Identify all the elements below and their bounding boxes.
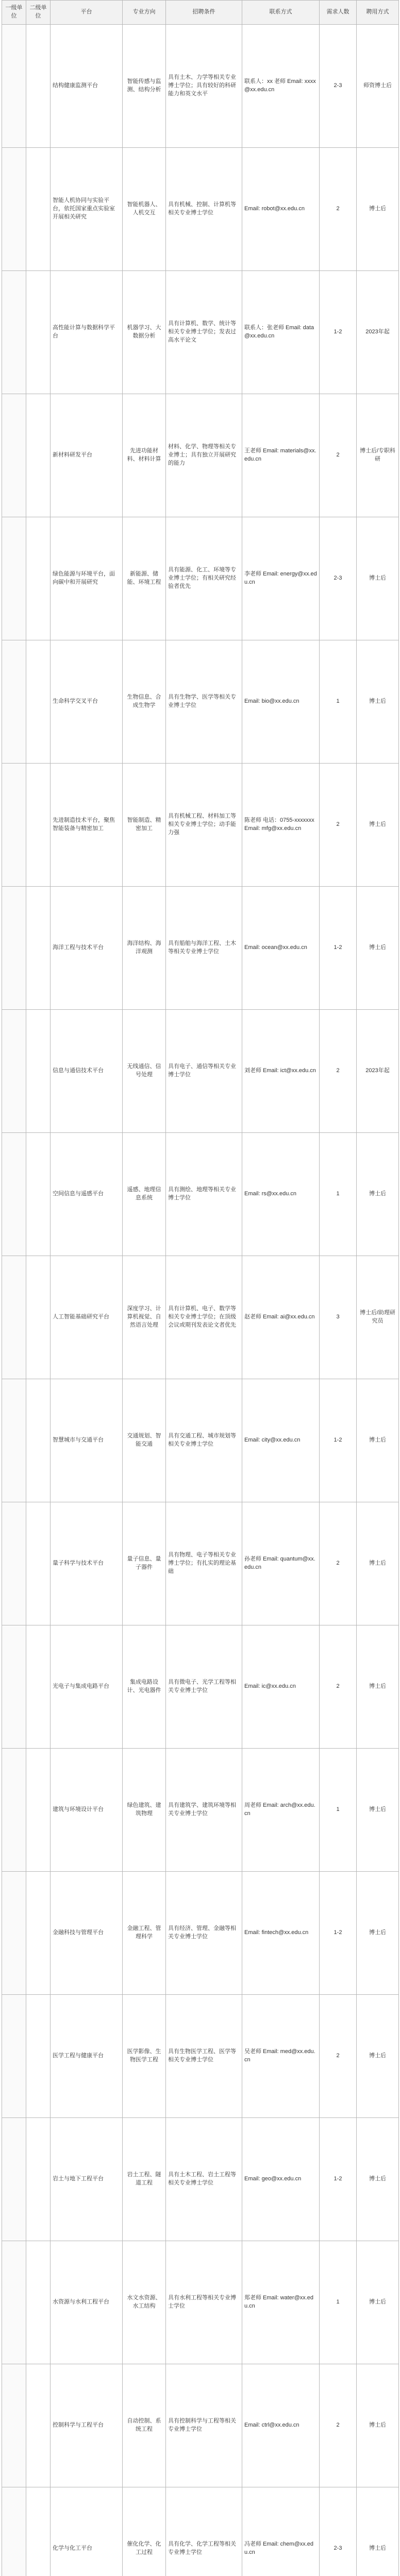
table-cell: 2023年起 bbox=[357, 1010, 399, 1133]
table-cell bbox=[26, 271, 51, 394]
table-cell bbox=[2, 1256, 26, 1379]
header-cell: 聘用方式 bbox=[357, 1, 399, 25]
table-cell: 具有化学、化学工程等相关专业博士学位 bbox=[166, 2487, 242, 2576]
table-cell: 海洋工程与技术平台 bbox=[51, 887, 123, 1010]
table-cell: 具有生物医学工程、医学等相关专业博士学位 bbox=[166, 1995, 242, 2118]
table-cell: 具有机械工程、材料加工等相关专业博士学位；动手能力强 bbox=[166, 764, 242, 887]
table-cell bbox=[26, 1256, 51, 1379]
table-cell: 先进功能材料、材料计算 bbox=[123, 394, 166, 517]
table-cell: Email: robot@xx.edu.cn bbox=[242, 148, 320, 271]
table-cell: 生命科学交叉平台 bbox=[51, 640, 123, 764]
table-cell: 遥感、地理信息系统 bbox=[123, 1133, 166, 1256]
table-cell bbox=[2, 271, 26, 394]
table-cell: 深度学习、计算机视觉、自然语言处理 bbox=[123, 1256, 166, 1379]
table-cell: 岩土工程、隧道工程 bbox=[123, 2118, 166, 2241]
table-cell: 催化化学、化工过程 bbox=[123, 2487, 166, 2576]
table-cell bbox=[26, 2118, 51, 2241]
table-cell: 博士后 bbox=[357, 1625, 399, 1749]
table-cell: 具有生物学、医学等相关专业博士学位 bbox=[166, 640, 242, 764]
table-row bbox=[2, 764, 399, 887]
table-cell bbox=[2, 1133, 26, 1256]
table-cell: 1-2 bbox=[320, 2118, 357, 2241]
table-cell: 交通规划、智能交通 bbox=[123, 1379, 166, 1502]
table-cell: 2 bbox=[320, 148, 357, 271]
table-cell: 量子信息、量子器件 bbox=[123, 1502, 166, 1625]
header-cell: 需求人数 bbox=[320, 1, 357, 25]
table-row bbox=[2, 1502, 399, 1625]
table-cell bbox=[26, 2241, 51, 2364]
table-cell: 陈老师 电话：0755-xxxxxxx Email: mfg@xx.edu.cn bbox=[242, 764, 320, 887]
table-cell bbox=[2, 2487, 26, 2576]
table-cell: Email: rs@xx.edu.cn bbox=[242, 1133, 320, 1256]
table-cell bbox=[2, 887, 26, 1010]
table-cell: 控制科学与工程平台 bbox=[51, 2364, 123, 2487]
table-cell: 具有土木、力学等相关专业博士学位；具有较好的科研能力和英文水平 bbox=[166, 25, 242, 148]
table-cell bbox=[2, 2118, 26, 2241]
table-cell bbox=[2, 1010, 26, 1133]
table-cell bbox=[26, 1625, 51, 1749]
table-cell: 高性能计算与数据科学平台 bbox=[51, 271, 123, 394]
table-cell: 博士后 bbox=[357, 2364, 399, 2487]
table-cell: 1-2 bbox=[320, 271, 357, 394]
table-cell bbox=[26, 2364, 51, 2487]
table-cell: 具有建筑学、建筑环境等相关专业博士学位 bbox=[166, 1749, 242, 1872]
table-cell: 具有能源、化工、环境等专业博士学位；有相关研究经验者优先 bbox=[166, 517, 242, 640]
table-cell: 具有微电子、光学工程等相关专业博士学位 bbox=[166, 1625, 242, 1749]
table-cell: 具有土木工程、岩土工程等相关专业博士学位 bbox=[166, 2118, 242, 2241]
table-cell: 博士后 bbox=[357, 887, 399, 1010]
table-cell: 博士后 bbox=[357, 1502, 399, 1625]
table-cell: 智能机器人、人机交互 bbox=[123, 148, 166, 271]
table-row bbox=[2, 25, 399, 148]
table-cell: 博士后 bbox=[357, 517, 399, 640]
table-cell: 2023年起 bbox=[357, 271, 399, 394]
table-cell: 2 bbox=[320, 2364, 357, 2487]
table-cell: 李老师 Email: energy@xx.edu.cn bbox=[242, 517, 320, 640]
table-row bbox=[2, 1625, 399, 1749]
table-cell: 博士后 bbox=[357, 1133, 399, 1256]
table-cell: 2 bbox=[320, 1995, 357, 2118]
table-cell: 1-2 bbox=[320, 1872, 357, 1995]
table-cell: 冯老师 Email: chem@xx.edu.cn bbox=[242, 2487, 320, 2576]
table-row bbox=[2, 1749, 399, 1872]
table-cell: 化学与化工平台 bbox=[51, 2487, 123, 2576]
table-row bbox=[2, 1256, 399, 1379]
table-cell: 具有测绘、地理等相关专业博士学位 bbox=[166, 1133, 242, 1256]
table-cell: 博士后 bbox=[357, 148, 399, 271]
table-cell bbox=[26, 1010, 51, 1133]
table-cell: 信息与通信技术平台 bbox=[51, 1010, 123, 1133]
table-cell bbox=[2, 148, 26, 271]
recruitment-table bbox=[2, 0, 399, 2576]
table-cell: 吴老师 Email: med@xx.edu.cn bbox=[242, 1995, 320, 2118]
table-cell: 量子科学与技术平台 bbox=[51, 1502, 123, 1625]
table-cell bbox=[26, 764, 51, 887]
table-cell: Email: bio@xx.edu.cn bbox=[242, 640, 320, 764]
table-cell: 1 bbox=[320, 2241, 357, 2364]
table-cell bbox=[26, 1133, 51, 1256]
header-cell: 平台 bbox=[51, 1, 123, 25]
table-row bbox=[2, 271, 399, 394]
table-cell: 博士后 bbox=[357, 764, 399, 887]
table-cell: 联系人：张老师 Email: data@xx.edu.cn bbox=[242, 271, 320, 394]
table-cell: 无线通信、信号处理 bbox=[123, 1010, 166, 1133]
table-row bbox=[2, 1379, 399, 1502]
table-cell bbox=[26, 1995, 51, 2118]
table-cell: 孙老师 Email: quantum@xx.edu.cn bbox=[242, 1502, 320, 1625]
table-cell: 博士后 bbox=[357, 2487, 399, 2576]
table-cell: 智能传感与监测、结构分析 bbox=[123, 25, 166, 148]
table-cell: 博士后 bbox=[357, 2118, 399, 2241]
table-row bbox=[2, 2118, 399, 2241]
table-cell: 绿色建筑、建筑物理 bbox=[123, 1749, 166, 1872]
table-row bbox=[2, 394, 399, 517]
table-cell bbox=[2, 25, 26, 148]
table-cell: 博士后 bbox=[357, 2241, 399, 2364]
table-cell: 岩土与地下工程平台 bbox=[51, 2118, 123, 2241]
table-cell bbox=[26, 148, 51, 271]
table-cell bbox=[26, 887, 51, 1010]
table-cell bbox=[2, 2364, 26, 2487]
table-cell: 2-3 bbox=[320, 517, 357, 640]
table-cell: 建筑与环境设计平台 bbox=[51, 1749, 123, 1872]
table-cell: 赵老师 Email: ai@xx.edu.cn bbox=[242, 1256, 320, 1379]
table-cell bbox=[2, 640, 26, 764]
table-cell bbox=[2, 517, 26, 640]
table-cell: 光电子与集成电路平台 bbox=[51, 1625, 123, 1749]
table-cell: 2 bbox=[320, 1010, 357, 1133]
table-cell: Email: fintech@xx.edu.cn bbox=[242, 1872, 320, 1995]
table-cell: 博士后 bbox=[357, 1995, 399, 2118]
table-cell bbox=[2, 1995, 26, 2118]
table-cell bbox=[2, 1749, 26, 1872]
table-cell bbox=[26, 1502, 51, 1625]
table-cell: 博士后 bbox=[357, 1749, 399, 1872]
table-cell: 2-3 bbox=[320, 2487, 357, 2576]
table-cell: 2-3 bbox=[320, 25, 357, 148]
header-cell: 二级单位 bbox=[26, 1, 51, 25]
table-cell: 材料、化学、物理等相关专业博士；具有独立开展研究的能力 bbox=[166, 394, 242, 517]
table-row bbox=[2, 2487, 399, 2576]
table-cell: 水文水资源、水工结构 bbox=[123, 2241, 166, 2364]
table-body bbox=[2, 25, 399, 2576]
table-row bbox=[2, 1010, 399, 1133]
table-cell: 1-2 bbox=[320, 887, 357, 1010]
table-cell bbox=[2, 1625, 26, 1749]
table-cell: 王老师 Email: materials@xx.edu.cn bbox=[242, 394, 320, 517]
table-cell bbox=[2, 764, 26, 887]
table-cell bbox=[26, 394, 51, 517]
table-cell: Email: geo@xx.edu.cn bbox=[242, 2118, 320, 2241]
table-row bbox=[2, 2241, 399, 2364]
table-cell: 海洋结构、海洋观测 bbox=[123, 887, 166, 1010]
table-cell: 博士后 bbox=[357, 640, 399, 764]
table-cell: 具有交通工程、城市规划等相关专业博士学位 bbox=[166, 1379, 242, 1502]
table-cell: 水资源与水利工程平台 bbox=[51, 2241, 123, 2364]
table-cell: 结构健康监测平台 bbox=[51, 25, 123, 148]
table-cell: 刘老师 Email: ict@xx.edu.cn bbox=[242, 1010, 320, 1133]
table-cell: 先进制造技术平台，聚焦智能装备与精密加工 bbox=[51, 764, 123, 887]
table-cell: 2 bbox=[320, 394, 357, 517]
table-cell: 智慧城市与交通平台 bbox=[51, 1379, 123, 1502]
table-cell: 智能制造、精密加工 bbox=[123, 764, 166, 887]
table-cell: Email: city@xx.edu.cn bbox=[242, 1379, 320, 1502]
table-cell: Email: ic@xx.edu.cn bbox=[242, 1625, 320, 1749]
table-cell: 具有电子、通信等相关专业博士学位 bbox=[166, 1010, 242, 1133]
table-cell: 新能源、储能、环境工程 bbox=[123, 517, 166, 640]
table-cell: 联系人：xx 老师 Email: xxxx@xx.edu.cn bbox=[242, 25, 320, 148]
table-row bbox=[2, 887, 399, 1010]
table-cell bbox=[26, 517, 51, 640]
table-cell: 金融工程、管理科学 bbox=[123, 1872, 166, 1995]
table-row bbox=[2, 148, 399, 271]
table-cell: 博士后/专职科研 bbox=[357, 394, 399, 517]
header-cell: 联系方式 bbox=[242, 1, 320, 25]
table-cell: 集成电路设计、光电器件 bbox=[123, 1625, 166, 1749]
table-cell: 博士后/助理研究员 bbox=[357, 1256, 399, 1379]
table-cell: 师资博士后 bbox=[357, 25, 399, 148]
table-cell bbox=[2, 2241, 26, 2364]
table-cell: Email: ocean@xx.edu.cn bbox=[242, 887, 320, 1010]
table-cell: 人工智能基础研究平台 bbox=[51, 1256, 123, 1379]
table-row bbox=[2, 2364, 399, 2487]
table-header-row bbox=[2, 1, 399, 25]
table-row bbox=[2, 640, 399, 764]
table-cell: 具有经济、管理、金融等相关专业博士学位 bbox=[166, 1872, 242, 1995]
header-cell: 一级单位 bbox=[2, 1, 26, 25]
table-cell: 具有物理、电子等相关专业博士学位；有扎实的理论基础 bbox=[166, 1502, 242, 1625]
table-cell: 新材料研发平台 bbox=[51, 394, 123, 517]
table-cell: 2 bbox=[320, 1502, 357, 1625]
table-cell: 绿色能源与环境平台，面向碳中和开展研究 bbox=[51, 517, 123, 640]
table-cell: 医学影像、生物医学工程 bbox=[123, 1995, 166, 2118]
table-cell: 空间信息与遥感平台 bbox=[51, 1133, 123, 1256]
table-cell bbox=[26, 1379, 51, 1502]
table-cell: 智能人机协同与实验平台，依托国家重点实验室开展相关研究 bbox=[51, 148, 123, 271]
table-cell: 具有计算机、数学、统计等相关专业博士学位；发表过高水平论文 bbox=[166, 271, 242, 394]
table-cell: 具有计算机、电子、数学等相关专业博士学位；在顶级会议或期刊发表论文者优先 bbox=[166, 1256, 242, 1379]
table-row bbox=[2, 1133, 399, 1256]
table-cell: 2 bbox=[320, 764, 357, 887]
table-row bbox=[2, 517, 399, 640]
table-cell: 博士后 bbox=[357, 1872, 399, 1995]
table-cell bbox=[2, 1872, 26, 1995]
table-cell: 具有船舶与海洋工程、土木等相关专业博士学位 bbox=[166, 887, 242, 1010]
table-cell bbox=[26, 2487, 51, 2576]
table-cell: 具有机械、控制、计算机等相关专业博士学位 bbox=[166, 148, 242, 271]
table-cell: 1 bbox=[320, 1749, 357, 1872]
table-cell: 金融科技与管理平台 bbox=[51, 1872, 123, 1995]
table-cell: 博士后 bbox=[357, 1379, 399, 1502]
table-cell: 生物信息、合成生物学 bbox=[123, 640, 166, 764]
table-cell: 2 bbox=[320, 1625, 357, 1749]
table-cell bbox=[2, 1502, 26, 1625]
table-cell: 1 bbox=[320, 1133, 357, 1256]
table-cell bbox=[26, 1872, 51, 1995]
table-cell bbox=[26, 1749, 51, 1872]
table-cell: 3 bbox=[320, 1256, 357, 1379]
table-cell: 1 bbox=[320, 640, 357, 764]
table-cell: 医学工程与健康平台 bbox=[51, 1995, 123, 2118]
header-cell: 招聘条件 bbox=[166, 1, 242, 25]
table-cell: 1-2 bbox=[320, 1379, 357, 1502]
table-cell bbox=[2, 394, 26, 517]
table-cell bbox=[2, 1379, 26, 1502]
table-cell: 具有水利工程等相关专业博士学位 bbox=[166, 2241, 242, 2364]
table-cell: 郑老师 Email: water@xx.edu.cn bbox=[242, 2241, 320, 2364]
table-cell: Email: ctrl@xx.edu.cn bbox=[242, 2364, 320, 2487]
table-cell: 具有控制科学与工程等相关专业博士学位 bbox=[166, 2364, 242, 2487]
header-cell: 专业方向 bbox=[123, 1, 166, 25]
table-row bbox=[2, 1872, 399, 1995]
table-row bbox=[2, 1995, 399, 2118]
table-cell bbox=[26, 25, 51, 148]
table-cell: 机器学习、大数据分析 bbox=[123, 271, 166, 394]
table-cell: 周老师 Email: arch@xx.edu.cn bbox=[242, 1749, 320, 1872]
table-cell bbox=[26, 640, 51, 764]
table-cell: 自动控制、系统工程 bbox=[123, 2364, 166, 2487]
